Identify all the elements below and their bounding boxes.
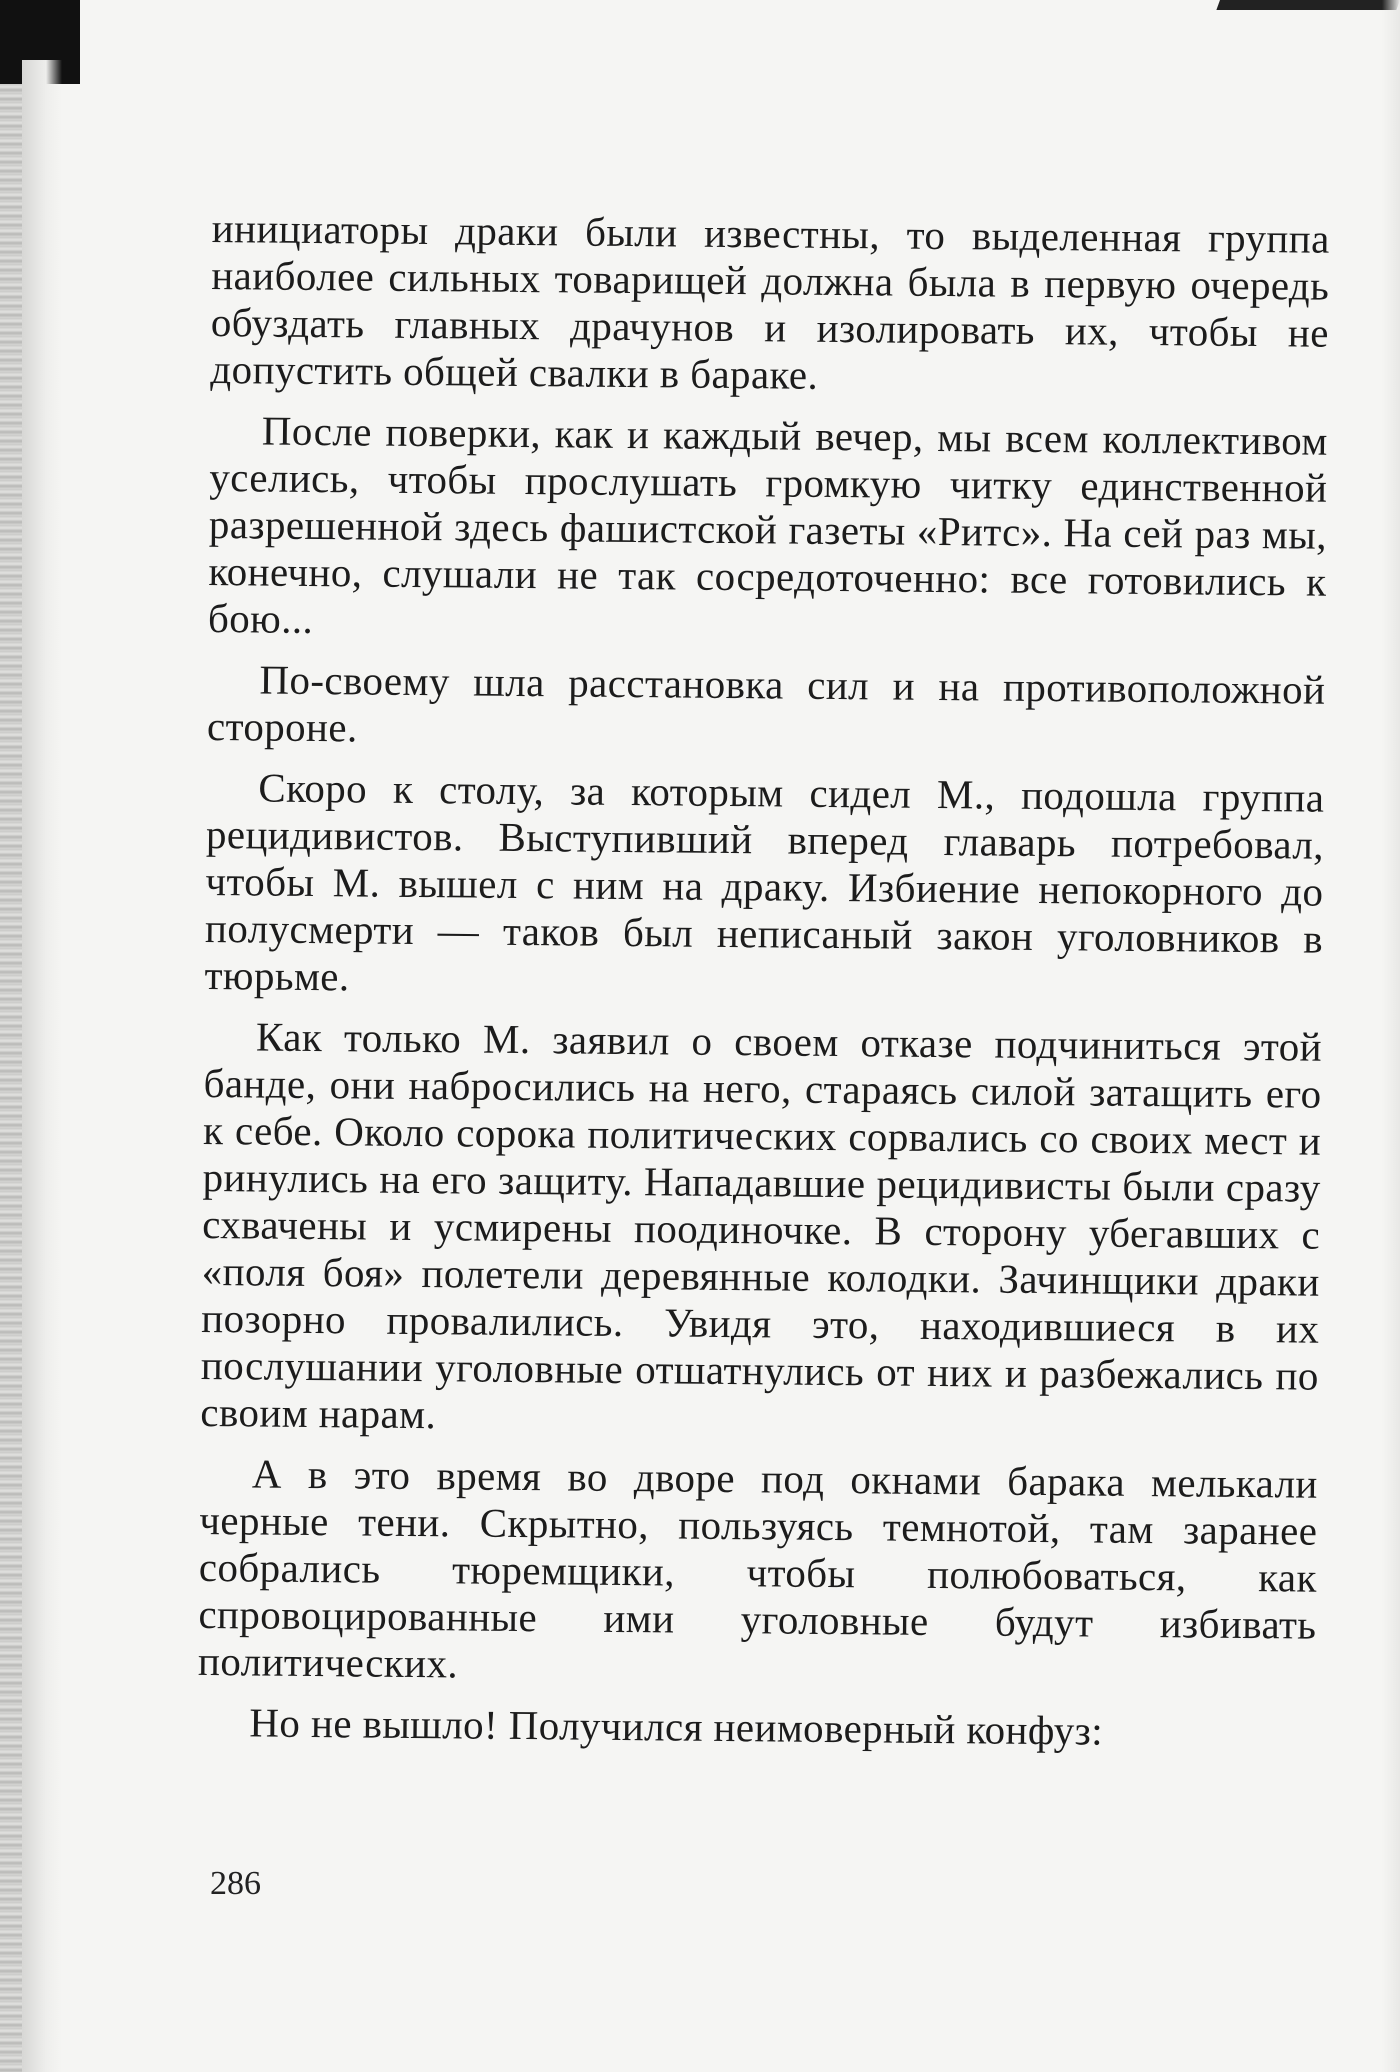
paragraph-4: Скоро к столу, за которым сидел М., подошла группа рецидивистов. Выступивший вперед главарь потребовал, чтобы М. вышел с ним на драку. Избиение непокорного до полусмерти — таков был неписаный закон уголовников в тюрьме. (204, 764, 1325, 1000)
paragraph-1: инициаторы драки были известны, то выделенная группа наиболее сильных товарищей должна была в первую очередь обуздать главных драчунов и изолировать их, чтобы не допустить общей свалки в бараке. (210, 205, 1330, 398)
paragraph-5: Как только М. заявил о своем отказе подчиниться этой банде, они набросились на него, стараясь силой затащить его к себе. Около сорока политических сорвались со своих мест и ринулись на его защиту. Нападавшие рецидивисты были сразу схвачены и усмирены поодиночке. В сторону убегавших с «поля боя» полетели деревянные колодки. Зачинщики драки позорно провалились. Увидя это, находившиеся в их послушании уголовные отшатнулись от них и разбежались по своим нарам. (200, 1013, 1323, 1438)
scan-corner-edge (1216, 0, 1400, 10)
book-spine (0, 84, 22, 2072)
paragraph-3: По-своему шла расстановка сил и на противоположной стороне. (206, 656, 1326, 751)
paragraph-2: После поверки, как и каждый вечер, мы всем коллективом уселись, чтобы прослушать громкую читку единственной разрешенной здесь фашистской газеты «Ритс». На сей раз мы, конечно, слушали не так сосредоточенно: все готовились к бою... (207, 407, 1329, 642)
page-edge (1382, 0, 1400, 2072)
paragraph-6: А в это время во дворе под окнами барака мелькали черные тени. Скрытно, пользуясь темнотой, там заранее собрались тюремщики, чтобы полюбоваться, как спровоцированные ими уголовные будут избивать политических. (197, 1450, 1318, 1687)
gutter-shadow (22, 60, 62, 2072)
paragraph-7: Но не вышло! Получился неимоверный конфуз: (249, 1699, 1104, 1754)
page-number: 286 (210, 1865, 261, 1902)
body-text (197, 205, 1330, 1771)
